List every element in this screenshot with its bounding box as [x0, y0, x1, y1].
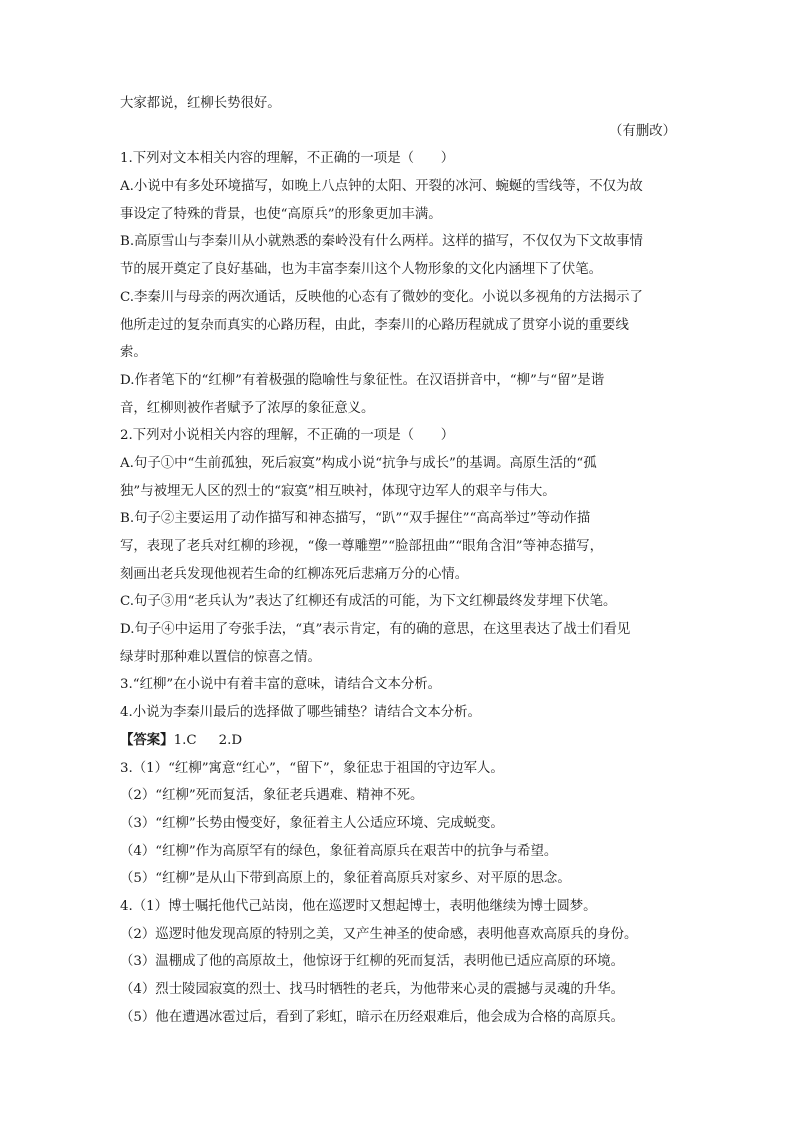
answer-line: 3.（1）“红柳”寓意“红心”，“留下”，象征忠于祖国的守边军人。: [120, 760, 504, 776]
option-1d-line-2: 音，红柳则被作者赋予了浓厚的象征意义。: [120, 400, 375, 416]
option-1b-line-1: B.高原雪山与李秦川从小就熟悉的秦岭没有什么两样。这样的描写，不仅仅为下文故事情: [120, 234, 643, 250]
question-1: 1.下列对文本相关内容的理解，不正确的一项是（ ）: [120, 151, 455, 167]
option-2b-line-3: 刻画出老兵发现他视若生命的红柳冻死后悲痛万分的心情。: [120, 566, 469, 582]
answer-line: （4）“红柳”作为高原罕有的绿色，象征着高原兵在艰苦中的抗争与希望。: [120, 843, 558, 859]
answer-header: [120, 727, 676, 755]
answer-line: （3）“红柳”长势由慢变好，象征着主人公适应环境、完成蜕变。: [120, 815, 504, 831]
option-2d-line-2: 绿芽时那种难以置信的惊喜之情。: [120, 649, 321, 665]
option-1b-line-2: 节的展开奠定了良好基础，也为丰富李秦川这个人物形象的文化内涵埋下了伏笔。: [120, 262, 603, 278]
answer-label: 【答案】: [120, 731, 174, 748]
question-3: 3.“红柳”在小说中有着丰富的意味，请结合文本分析。: [120, 677, 442, 693]
option-1a-line-1: A.小说中有多处环境描写，如晚上八点钟的太阳、开裂的冰河、蜿蜒的雪线等，不仅为故: [120, 179, 643, 195]
answer-line: （5）他在遭遇冰雹过后，看到了彩虹，暗示在历经艰难后，他会成为合格的高原兵。: [120, 1009, 624, 1025]
option-2a-line-1: A.句子①中“生前孤独，死后寂寞”构成小说“抗争与成长”的基调。高原生活的“孤: [120, 455, 597, 471]
answer-line: 4.（1）博士嘱托他代己站岗，他在巡逻时又想起博士，表明他继续为博士圆梦。: [120, 898, 597, 914]
option-2a-line-2: 独”与被埋无人区的烈士的“寂寞”相互映衬，体现守边军人的艰辛与伟大。: [120, 483, 556, 499]
question-4: 4.小说为李秦川最后的选择做了哪些铺垫？请结合文本分析。: [120, 705, 481, 721]
option-2b-line-2: 写，表现了老兵对红柳的珍视，“像一尊雕塑”“脸部扭曲”“眼角含泪”等神态描写，: [120, 539, 603, 554]
option-2b-line-1: B.句子②主要运用了动作描写和神态描写，“趴”“双手握住”“高高举过”等动作描: [120, 511, 591, 527]
answer-line: （4）烈士陵园寂寞的烈士、找马时牺牲的老兵，为他带来心灵的震撼与灵魂的升华。: [120, 982, 624, 997]
option-1a-line-2: 事设定了特殊的背景，也使“高原兵”的形象更加丰满。: [120, 206, 442, 222]
option-2d-line-1: D.句子④中运用了夸张手法，“真”表示肯定，有的确的意思，在这里表达了战士们看见: [120, 622, 631, 638]
answer-line: （5）“红柳”是从山下带到高原上的，象征着高原兵对家乡、对平原的思念。: [120, 871, 571, 887]
document-page: [120, 90, 676, 1031]
option-1c-line-1: C.李秦川与母亲的两次通话，反映他的心态有了微妙的变化。小说以多视角的方法揭示了: [120, 289, 643, 305]
source-note: （有删改）: [609, 123, 676, 139]
option-1c-line-3: 索。: [120, 345, 147, 361]
option-1d-line-1: D.作者笔下的“红柳”有着极强的隐喻性与象征性。在汉语拼音中，“柳”与“留”是谐: [120, 372, 605, 388]
question-2: 2.下列对小说相关内容的理解，不正确的一项是（ ）: [120, 428, 455, 444]
text-line: 大家都说，红柳长势很好。: [120, 96, 281, 111]
answer-line: （2）巡逻时他发现高原的特别之美，又产生神圣的使命感，表明他喜欢高原兵的身份。: [120, 926, 638, 942]
answer-q1: 1.C: [173, 732, 197, 748]
answer-line: （2）“红柳”死而复活，象征老兵遇难、精神不死。: [120, 788, 424, 804]
answer-q2: 2.D: [218, 732, 243, 748]
answer-line: （3）温棚成了他的高原故土，他惊讶于红柳的死而复活，表明他已适应高原的环境。: [120, 954, 624, 970]
option-1c-line-2: 他所走过的复杂而真实的心路历程，由此，李秦川的心路历程就成了贯穿小说的重要线: [120, 317, 629, 333]
option-2c: C.句子③用“老兵认为”表达了红柳还有成活的可能，为下文红柳最终发芽埋下伏笔。: [120, 594, 617, 610]
